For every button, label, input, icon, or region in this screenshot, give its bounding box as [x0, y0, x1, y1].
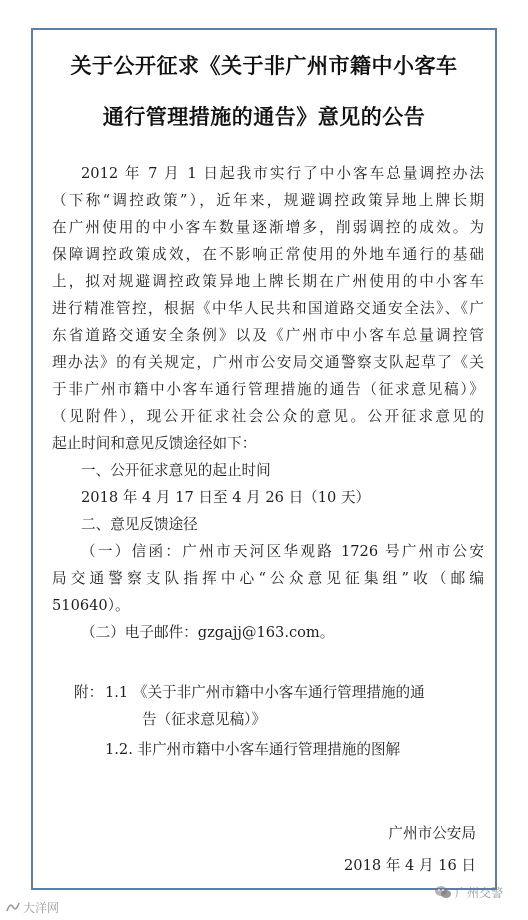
paragraph-line: 在广州使用的中小客车数量逐渐增多，削弱调控的成效。为 — [52, 219, 484, 236]
attachment-2: 1.2. 非广州市籍中小客车通行管理措施的图解 — [105, 741, 401, 758]
paragraph-line: 起止时间和意见反馈途径如下： — [52, 435, 257, 452]
watermark-left — [6, 899, 59, 916]
section2-heading: 二、意见反馈途径 — [81, 516, 198, 533]
dayoo-logo-icon — [6, 901, 20, 916]
mail-line: （一）信函：广州市天河区华观路 1726 号广州市公安 — [81, 543, 484, 560]
document-title-line1: 关于公开征求《关于非广州市籍中小客车 — [70, 54, 458, 78]
document-body — [52, 160, 484, 646]
wechat-icon — [434, 885, 452, 903]
paragraph-line: 进行精准管控，根据《中华人民共和国道路交通安全法》、《广 — [52, 300, 484, 317]
attachment-1-line2: 告（征求意见稿）》 — [142, 711, 267, 728]
watermark-right-text: 广州交警 — [455, 886, 504, 900]
issue-date: 2018 年 4 月 16 日 — [344, 857, 476, 874]
paragraph-line: 东省道路交通安全条例》以及《广州市中小客车总量调控管 — [52, 327, 484, 344]
watermark-left-text: 大洋网 — [23, 901, 60, 915]
paragraph-line: 保障调控政策成效，在不影响正常使用的外地车通行的基础 — [52, 246, 484, 263]
attachment-1-line1: 1.1 《关于非广州市籍中小客车通行管理措施的通 — [105, 684, 425, 701]
watermark-right — [434, 884, 503, 903]
paragraph-line: 于非广州市籍中小客车通行管理措施的通告（征求意见稿）》 — [52, 381, 484, 398]
paragraph-line: 2012 年 7 月 1 日起我市实行了中小客车总量调控办法 — [81, 165, 484, 182]
email-line: （二）电子邮件：gzgajj@163.com。 — [81, 624, 335, 641]
issuer: 广州市公安局 — [388, 825, 476, 842]
mail-line: 局交通警察支队指挥中心“公众意见征集组”收（邮编 — [52, 570, 484, 587]
paragraph-line: （下称“调控政策”），近年来，规避调控政策异地上牌长期 — [52, 192, 484, 209]
paragraph-line: 理办法》的有关规定，广州市公安局交通警察支队起草了《关 — [52, 354, 484, 371]
paragraph-line: 上，拟对规避调控政策异地上牌长期在广州使用的中小客车 — [52, 273, 484, 290]
mail-line: 510640）。 — [52, 597, 130, 614]
paragraph-line: （见附件），现公开征求社会公众的意见。公开征求意见的 — [52, 408, 484, 425]
attachments-label: 附： — [74, 684, 104, 701]
section1-heading: 一、公开征求意见的起止时间 — [81, 462, 271, 479]
document-title-line2: 通行管理措施的通告》意见的公告 — [102, 105, 426, 129]
section1-period: 2018 年 4 月 17 日至 4 月 26 日（10 天） — [81, 489, 371, 506]
